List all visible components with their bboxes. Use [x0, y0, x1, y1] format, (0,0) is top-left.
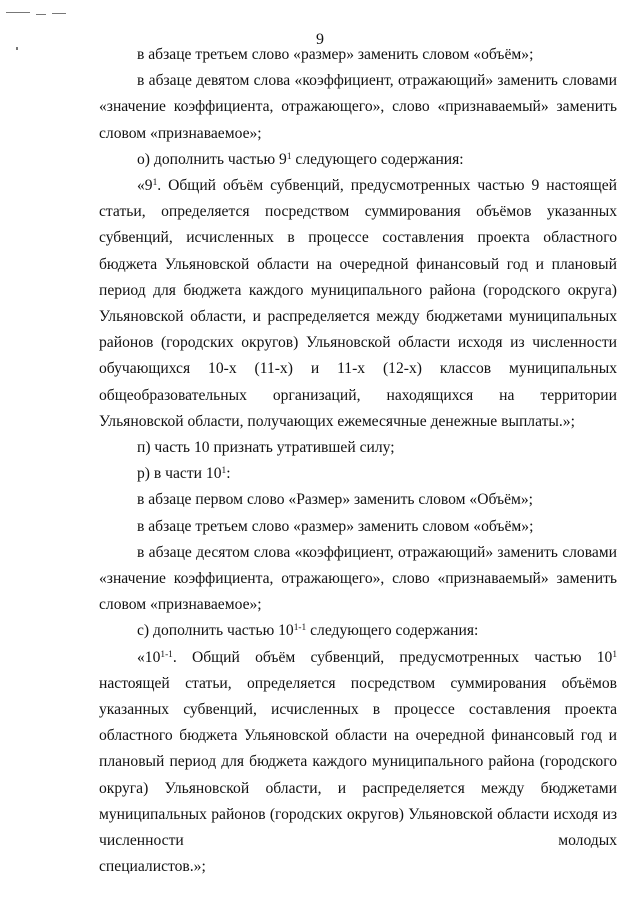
paragraph: в абзаце третьем слово «размер» заменить словом «объём»; [137, 517, 534, 535]
paragraph-continuation: специалистов.»; [99, 858, 206, 876]
paragraph: в абзаце десятом слова «коэффициент, отражающий» заменить словами «значение коэффициента, отражающего», слово «признаваемый» заменить словом «признаваемое»; [99, 543, 617, 614]
paragraph: в абзаце первом слово «Размер» заменить словом «Объём»; [137, 491, 534, 509]
paragraph: р) в части $10^1$: [137, 465, 231, 483]
paragraph: «10$^{1-1}$. Общий объём субвенций, предусмотренных частью $10^1$ настоящей статьи, определяется посредством суммирования объёмов указанных субвенций, исчисленных в процессе составления проекта областного бюджета Ульяновской области на очередной финансовый год и плановый период для бюджета каждого муниципального района (городского округа) Ульяновской области, и распределяется между бюджетами муниципальных районов (городских округов) Ульяновской области исходя из численности молодых [99, 648, 617, 850]
paragraph: «$9^1$. Общий объём субвенций, предусмотренных частью 9 настоящей статьи, определяется посредством суммирования объёмов указанных субвенций, исчисленных в процессе составления проекта областного бюджета Ульяновской области на очередной финансовый год и плановый период для бюджета каждого муниципального района (городского округа) Ульяновской области, и распределяется между бюджетами муниципальных районов (городских округов) Ульяновской области исходя из численности обучающихся 10-х (11-х) и 11-х (12-х) классов муниципальных общеобразовательных организаций, находящихся на территории Ульяновской области, получающих ежемесячные денежные выплаты.»; [99, 177, 617, 430]
scan-artifact [36, 14, 46, 15]
paragraph: в абзаце третьем слово «размер» заменить словом «объём»; [137, 46, 534, 63]
scan-artifact [52, 13, 66, 14]
page-number: 9 [316, 31, 324, 48]
paragraph: п) часть 10 признать утратившей силу; [137, 439, 395, 457]
scan-artifact [6, 12, 30, 13]
document-body [99, 42, 617, 881]
paragraph: с) дополнить частью 10$^{1-1}$ следующего содержания: [137, 622, 479, 640]
paragraph: о) дополнить частью $9^1$ следующего содержания: [137, 150, 464, 168]
paragraph: в абзаце девятом слова «коэффициент, отражающий» заменить словами «значение коэффициента, отражающего», слово «признаваемый» заменить словом «признаваемое»; [99, 72, 617, 142]
